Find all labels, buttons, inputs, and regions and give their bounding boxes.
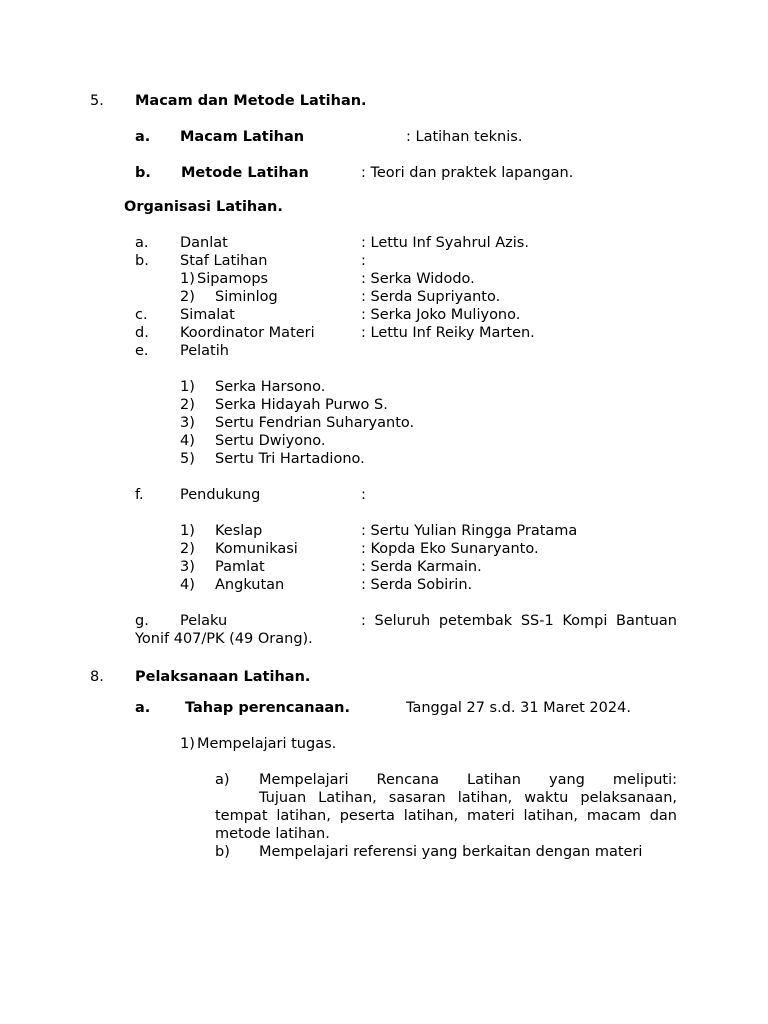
org-d-letter: d.	[135, 325, 149, 341]
step-number: 1)	[180, 736, 195, 752]
pendukung-item-value: : Serda Sobirin.	[361, 577, 473, 593]
metode-latihan-label: Metode Latihan	[181, 165, 309, 181]
pelaku-label: Pelaku	[180, 613, 228, 629]
sub-b-text: Mempelajari referensi yang berkaitan dengan materi	[259, 844, 643, 860]
pelatih-label: Pelatih	[180, 343, 229, 359]
staf-item-number: 1)	[180, 271, 195, 287]
pendukung-label: Pendukung	[180, 487, 261, 503]
section-5-number: 5.	[90, 93, 104, 109]
pendukung-item-value: : Sertu Yulian Ringga Pratama	[361, 523, 578, 539]
section-5-heading: Macam dan Metode Latihan.	[135, 93, 367, 109]
simalat-value: : Serka Joko Muliyono.	[361, 307, 521, 323]
section-8-number: 8.	[90, 669, 104, 685]
sub-a-line-2: Tujuan Latihan, sasaran latihan, waktu pelaksanaan,	[259, 790, 677, 806]
staf-latihan-label: Staf Latihan	[180, 253, 268, 269]
staf-latihan-value: :	[361, 253, 366, 269]
macam-latihan-label: Macam Latihan	[180, 129, 305, 145]
item-a-letter: a.	[135, 129, 151, 145]
pelaku-value: : Seluruh petembak SS-1 Kompi Bantuan	[361, 613, 677, 629]
pendukung-item-value: : Kopda Eko Sunaryanto.	[361, 541, 539, 557]
org-e-letter: e.	[135, 343, 149, 359]
sub-a-letter: a)	[215, 772, 230, 788]
macam-latihan-value: : Latihan teknis.	[406, 129, 523, 145]
danlat-value: : Lettu Inf Syahrul Azis.	[361, 235, 529, 251]
danlat-label: Danlat	[180, 235, 228, 251]
pelatih-item-number: 2)	[180, 397, 195, 413]
koordinator-label: Koordinator Materi	[180, 325, 315, 341]
staf-item-label: Sipamops	[197, 271, 269, 287]
pendukung-value: :	[361, 487, 366, 503]
pendukung-item-label: Pamlat	[215, 559, 265, 575]
pendukung-item-label: Keslap	[215, 523, 263, 539]
pelatih-item-number: 3)	[180, 415, 195, 431]
org-b-letter: b.	[135, 253, 149, 269]
metode-latihan-value: : Teori dan praktek lapangan.	[361, 165, 574, 181]
staf-item-value: : Serda Supriyanto.	[361, 289, 501, 305]
org-a-letter: a.	[135, 235, 149, 251]
org-g-letter: g.	[135, 613, 149, 629]
pendukung-item-number: 1)	[180, 523, 195, 539]
pelatih-item-name: Sertu Tri Hartadiono.	[215, 451, 365, 467]
tahap-perencanaan-date: Tanggal 27 s.d. 31 Maret 2024.	[406, 700, 631, 716]
pelatih-item-name: Serka Hidayah Purwo S.	[215, 397, 388, 413]
pelatih-item-number: 5)	[180, 451, 195, 467]
simalat-label: Simalat	[180, 307, 235, 323]
staf-item-value: : Serka Widodo.	[361, 271, 475, 287]
pelatih-item-number: 4)	[180, 433, 195, 449]
pelatih-item-number: 1)	[180, 379, 195, 395]
sub-b-letter: b)	[215, 844, 230, 860]
step-label: Mempelajari tugas.	[197, 736, 337, 752]
pendukung-item-number: 3)	[180, 559, 195, 575]
pelatih-item-name: Sertu Dwiyono.	[215, 433, 326, 449]
koordinator-value: : Lettu Inf Reiky Marten.	[361, 325, 535, 341]
sub-a-line-1: Mempelajari Rencana Latihan yang meliputi:	[259, 772, 677, 788]
pelaku-continuation: Yonif 407/PK (49 Orang).	[135, 631, 313, 647]
item-b-letter: b.	[135, 165, 151, 181]
tahap-letter: a.	[135, 700, 151, 716]
pendukung-item-number: 2)	[180, 541, 195, 557]
organisasi-heading: Organisasi Latihan.	[124, 199, 283, 215]
section-8-heading: Pelaksanaan Latihan.	[135, 669, 311, 685]
pendukung-item-label: Komunikasi	[215, 541, 298, 557]
pelatih-item-name: Sertu Fendrian Suharyanto.	[215, 415, 415, 431]
org-c-letter: c.	[135, 307, 148, 323]
sub-a-line-4: metode latihan.	[215, 826, 330, 842]
sub-a-line-3: tempat latihan, peserta latihan, materi latihan, macam dan	[215, 808, 677, 824]
pendukung-item-number: 4)	[180, 577, 195, 593]
pendukung-item-value: : Serda Karmain.	[361, 559, 482, 575]
org-f-letter: f.	[135, 487, 144, 503]
staf-item-number: 2)	[180, 289, 195, 305]
pendukung-item-label: Angkutan	[215, 577, 285, 593]
pelatih-item-name: Serka Harsono.	[215, 379, 326, 395]
tahap-perencanaan-label: Tahap perencanaan.	[185, 700, 350, 716]
staf-item-label: Siminlog	[215, 289, 278, 305]
